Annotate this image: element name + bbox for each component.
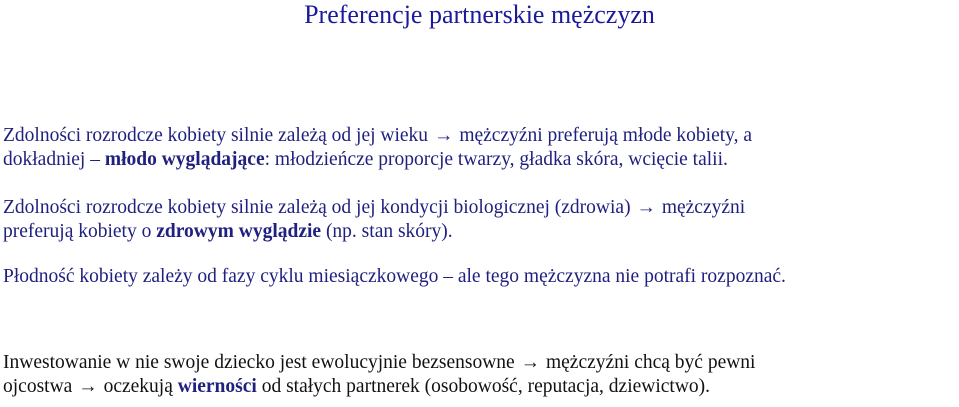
paragraph-line: Płodność kobiety zależy od fazy cyklu miesiączkowego – ale tego mężczyzna nie potrafi rozpoznać.: [3, 266, 786, 287]
arrow-icon: →: [433, 125, 454, 146]
arrow-icon: →: [520, 352, 541, 373]
paragraph-investment: [3, 351, 955, 399]
paragraph-age: [3, 124, 955, 172]
emphasis-text: zdrowym wyglądzie: [156, 221, 322, 242]
text-segment: oczekują: [98, 376, 178, 397]
text-segment: dokładniej –: [3, 149, 105, 170]
arrow-icon: →: [78, 376, 98, 397]
arrow-icon: →: [636, 197, 656, 218]
text-segment: mężczyźni: [656, 197, 746, 218]
paragraph-line: [3, 196, 955, 220]
emphasis-text: młodo wyglądające: [104, 149, 265, 170]
text-segment: od stałych partnerek (osobowość, reputacja, dziewictwo).: [256, 376, 711, 397]
emphasis-text: wierności: [177, 376, 257, 397]
text-segment: preferują kobiety o: [3, 221, 157, 242]
paragraph-line: [3, 375, 955, 399]
paragraph-line: [3, 124, 955, 148]
text-segment: (np. stan skóry).: [321, 221, 453, 242]
text-segment: Inwestowanie w nie swoje dziecko jest ewolucyjnie bezsensowne: [3, 352, 520, 373]
text-segment: mężczyźni preferują młode kobiety, a: [454, 125, 753, 146]
paragraph-fertility: [3, 265, 955, 289]
text-segment: : młodzieńcze proporcje twarzy, gładka skóra, wcięcie talii.: [264, 149, 728, 170]
paragraph-line: [3, 220, 955, 244]
text-segment: ojcostwa: [3, 376, 78, 397]
text-segment: Zdolności rozrodcze kobiety silnie zależą od jej kondycji biologicznej (zdrowia): [3, 197, 636, 218]
page-title: Preferencje partnerskie mężczyzn: [304, 0, 655, 29]
paragraph-health: [3, 196, 955, 244]
text-segment: Zdolności rozrodcze kobiety silnie zależą od jej wieku: [3, 125, 433, 146]
text-segment: mężczyźni chcą być pewni: [541, 352, 756, 373]
paragraph-line: [3, 351, 955, 375]
paragraph-line: [3, 148, 955, 172]
